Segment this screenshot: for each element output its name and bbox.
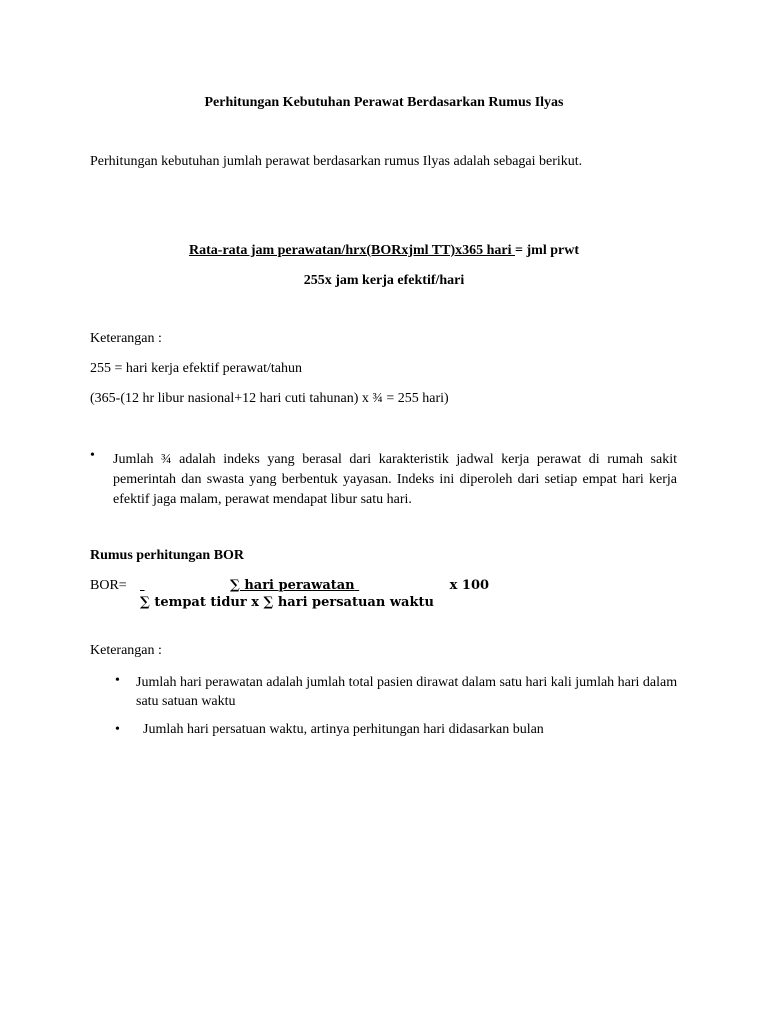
bullet-marker: • bbox=[115, 673, 120, 688]
keterangan-item-hari-persatuan: Jumlah hari persatuan waktu, artinya perhitungan hari didasarkan bulan bbox=[143, 722, 544, 737]
keterangan-line-365: (365-(12 hr libur nasional+12 hari cuti tahunan) x ¾ = 255 hari) bbox=[90, 391, 449, 406]
bor-numerator bbox=[140, 578, 489, 594]
bor-multiplier: x 100 bbox=[449, 578, 490, 593]
keterangan-item-hari-perawatan: Jumlah hari perawatan adalah jumlah total pasien dirawat dalam satu hari kali jumlah hari dalam satu satuan waktu bbox=[136, 675, 678, 709]
bor-heading: Rumus perhitungan BOR bbox=[90, 548, 245, 563]
bor-label: BOR= bbox=[90, 578, 127, 593]
nurse-formula-result: = jml prwt bbox=[515, 243, 579, 258]
page-title: Perhitungan Kebutuhan Perawat Berdasarkan Rumus Ilyas bbox=[204, 95, 564, 110]
keterangan-heading-1: Keterangan : bbox=[90, 331, 162, 346]
bullet-marker: • bbox=[115, 722, 120, 737]
bor-numerator-text: ∑ hari perawatan bbox=[230, 578, 355, 593]
keterangan-line-255: 255 = hari kerja efektif perawat/tahun bbox=[90, 361, 302, 376]
bullet-paragraph-index: Jumlah ¾ adalah indeks yang berasal dari karakteristik jadwal kerja perawat di rumah sakit pemerintah dan swasta yang berbentuk yayasan. Indeks ini diperoleh dari setiap empat hari kerja efektif jaga malam, perawat mendapat libur satu hari. bbox=[113, 452, 677, 507]
intro-paragraph: Perhitungan kebutuhan jumlah perawat berdasarkan rumus Ilyas adalah sebagai berikut. bbox=[90, 154, 583, 169]
nurse-formula-numerator bbox=[0, 243, 768, 260]
nurse-formula-numerator-underlined: Rata-rata jam perawatan/hrx(BORxjml TT)x365 hari bbox=[189, 243, 516, 258]
bullet-marker: • bbox=[90, 448, 95, 463]
bor-denominator: ∑ tempat tidur x ∑ hari persatuan waktu bbox=[140, 595, 434, 610]
nurse-formula-denominator: 255x jam kerja efektif/hari bbox=[303, 273, 465, 288]
keterangan-heading-2: Keterangan : bbox=[90, 643, 162, 658]
